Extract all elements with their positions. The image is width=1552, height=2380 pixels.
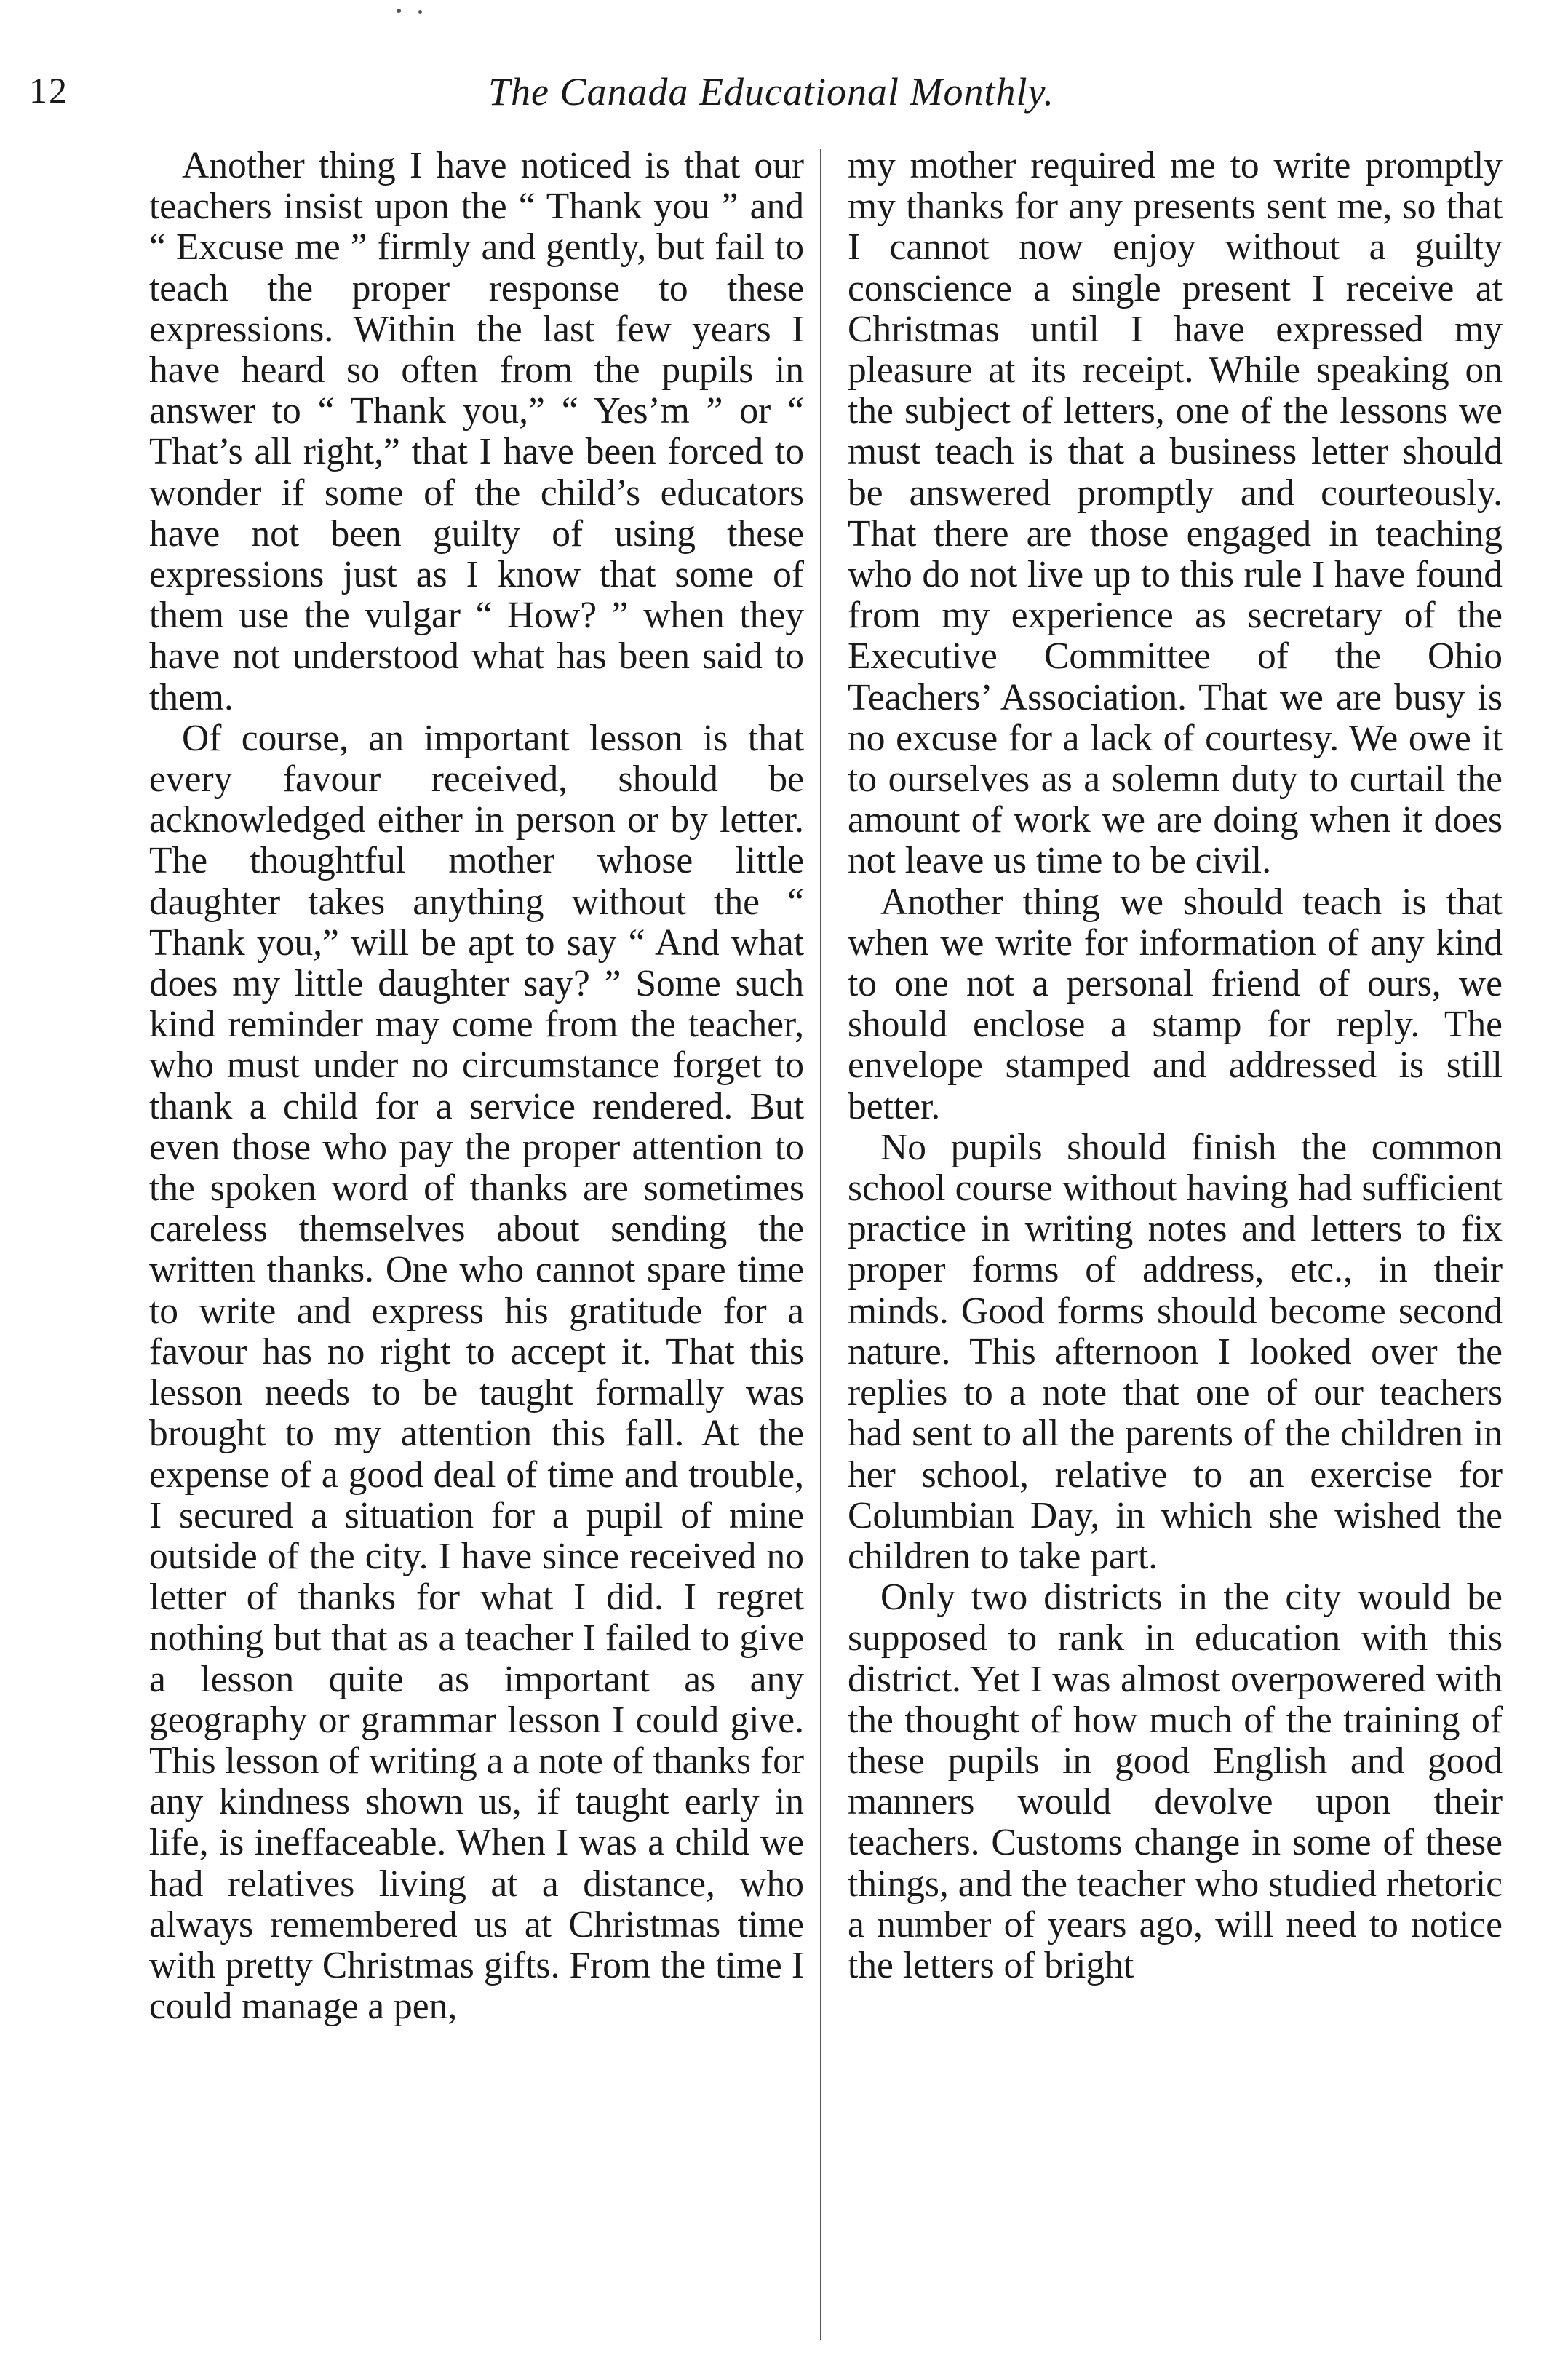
scan-speck [418, 10, 422, 14]
paragraph: Of course, an important lesson is that every favour received, should be acknowledged either in person or by letter. The thoughtful mother whose little daughter takes anything without the “ Thank you,” will be apt to say “ And what does my little daughter say? ” Some such kind reminder may come from the teacher, who must under no circumstance forget to thank a child for a service rendered. But even those who pay the proper attention to the spoken word of thanks are sometimes careless themselves about sending the written thanks. One who cannot spare time to write and express his gratitude for a favour has no right to accept it. That this lesson needs to be taught formally was brought to my attention this fall. At the expense of a good deal of time and trouble, I secured a situation for a pupil of mine outside of the city. I have since received no letter of thanks for what I did. I regret nothing but that as a teacher I failed to give a lesson quite as important as any geography or grammar lesson I could give. This lesson of writing a a note of thanks for any kindness shown us, if taught early in life, is ineffaceable. When I was a child we had relatives living at a distance, who always remembered us at Christmas time with pretty Christmas gifts. From the time I could manage a pen, [149, 717, 804, 2028]
paragraph: No pupils should finish the common school course without having had sufficient practice in writing notes and letters to fix proper forms of address, etc., in their minds. Good forms should become second nature. This afternoon I looked over the replies to a note that one of our teachers had sent to all the parents of the children in her school, relative to an exercise for Columbian Day, in which she wished the children to take part. [848, 1126, 1503, 1577]
paragraph: my mother required me to write promptly my thanks for any presents sent me, so that I cannot now enjoy without a guilty conscience a single present I receive at Christmas until I have expressed my pleasure at its receipt. While speaking on the subject of letters, one of the lessons we must teach is that a business letter should be answered promptly and courteously. That there are those engaged in teaching who do not live up to this rule I have found from my experience as secretary of the Executive Committee of the Ohio Teachers’ Association. That we are busy is no excuse for a lack of courtesy. We owe it to ourselves as a solemn duty to curtail the amount of work we are doing when it does not leave us time to be civil. [848, 145, 1503, 882]
left-column [149, 146, 804, 2027]
paragraph: Another thing we should teach is that when we write for information of any kind to one not a personal friend of ours, we should enclose a stamp for reply. The envelope stamped and addressed is still better. [848, 881, 1503, 1127]
scan-speck [397, 9, 401, 13]
right-column [848, 146, 1503, 1986]
running-title: The Canada Educational Monthly. [488, 70, 1054, 114]
page-header [29, 69, 1513, 127]
page-number: 12 [29, 70, 68, 111]
column-divider [820, 149, 821, 2340]
paragraph: Only two districts in the city would be supposed to rank in education with this district. Yet I was almost overpowered with the thought of how much of the training of these pupils in good English and good manners would devolve upon their teachers. Customs change in some of these things, and the teacher who studied rhetoric a number of years ago, will need to notice the letters of bright [848, 1576, 1503, 1986]
paragraph: Another thing I have noticed is that our teachers insist upon the “ Thank you ” and “ Excuse me ” firmly and gently, but fail to teach the proper response to these expressions. Within the last few years I have heard so often from the pupils in answer to “ Thank you,” “ Yes’m ” or “ That’s all right,” that I have been forced to wonder if some of the child’s educators have not been guilty of using these expressions just as I know that some of them use the vulgar “ How? ” when they have not understood what has been said to them. [149, 145, 804, 718]
